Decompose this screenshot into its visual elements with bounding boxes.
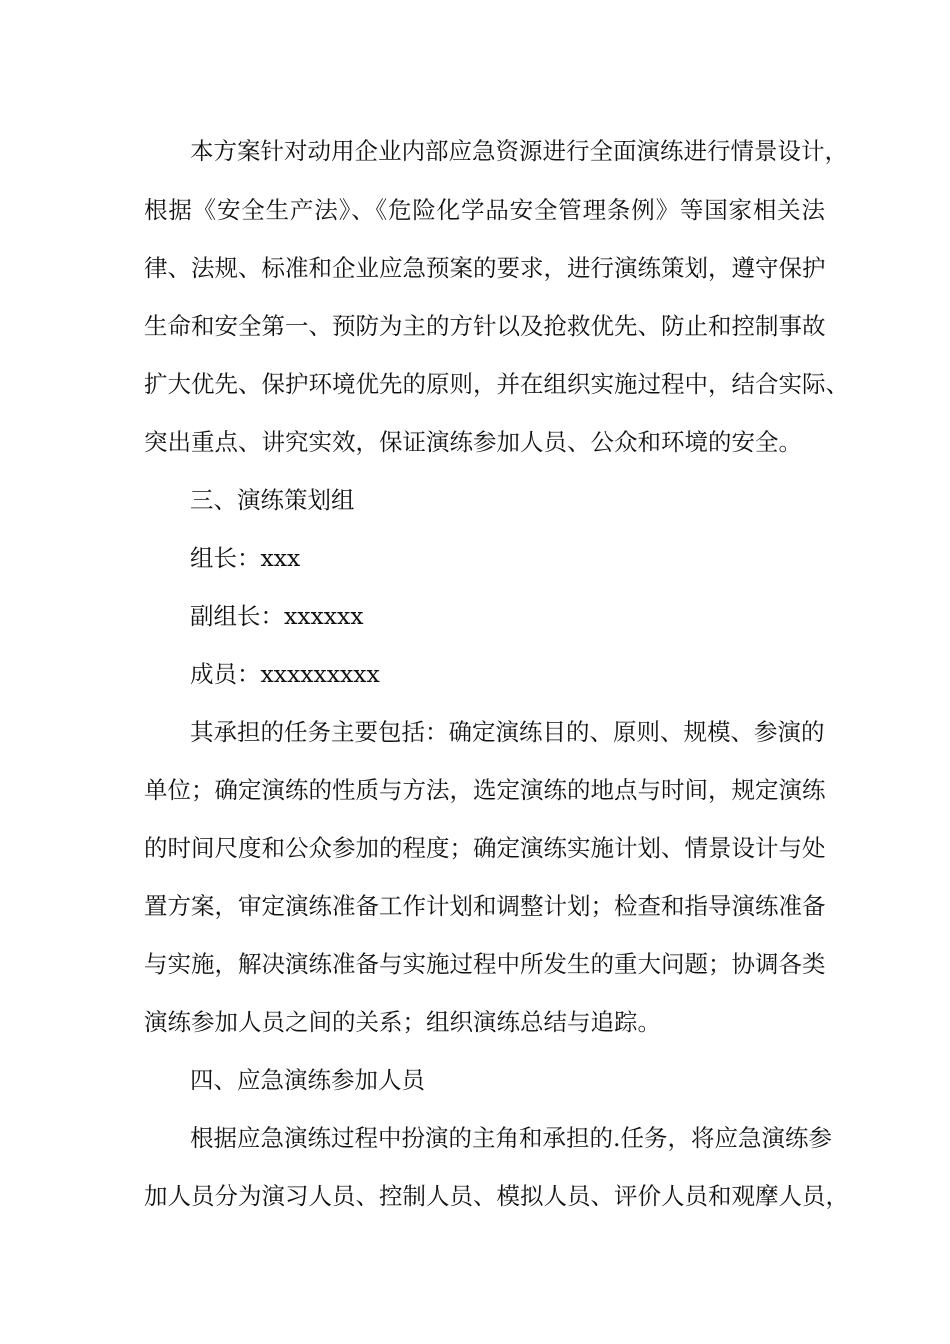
members-line: 成员：xxxxxxxxx [190,660,380,688]
paragraph-1-line-4: 生命和安全第一、预防为主的方针以及抢救优先、防止和控制事故 [144,312,826,340]
paragraph-1-line-6: 突出重点、讲究实效，保证演练参加人员、公众和环境的安全。 [144,428,802,456]
paragraph-2-line-2: 单位；确定演练的性质与方法，选定演练的地点与时间，规定演练 [144,776,826,804]
section-heading-3: 三、演练策划组 [190,486,355,514]
paragraph-2-line-5: 与实施，解决演练准备与实施过程中所发生的重大问题；协调各类 [144,950,826,978]
paragraph-1-line-2: 根据《安全生产法》、《危险化学品安全管理条例》等国家相关法 [144,196,825,224]
section-heading-4: 四、应急演练参加人员 [190,1066,425,1094]
paragraph-3-line-1: 根据应急演练过程中扮演的主角和承担的.任务，将应急演练参 [190,1124,832,1152]
paragraph-3-line-2: 加人员分为演习人员、控制人员、模拟人员、评价人员和观摩人员， [144,1182,849,1210]
deputy-leader-line: 副组长：xxxxxx [190,602,364,630]
paragraph-2-line-6: 演练参加人员之间的关系；组织演练总结与追踪。 [144,1008,661,1036]
paragraph-1-line-3: 律、法规、标准和企业应急预案的要求，进行演练策划，遵守保护 [144,254,826,282]
paragraph-2-line-3: 的时间尺度和公众参加的程度；确定演练实施计划、情景设计与处 [144,834,826,862]
paragraph-1-line-1: 本方案针对动用企业内部应急资源进行全面演练进行情景设计， [190,137,848,165]
paragraph-2-line-1: 其承担的任务主要包括：确定演练目的、原则、规模、参演的 [190,718,825,746]
paragraph-1-line-5: 扩大优先、保护环境优先的原则，并在组织实施过程中，结合实际、 [144,370,849,398]
group-leader-line: 组长：xxx [190,544,301,572]
paragraph-2-line-4: 置方案，审定演练准备工作计划和调整计划；检查和指导演练准备 [144,892,826,920]
